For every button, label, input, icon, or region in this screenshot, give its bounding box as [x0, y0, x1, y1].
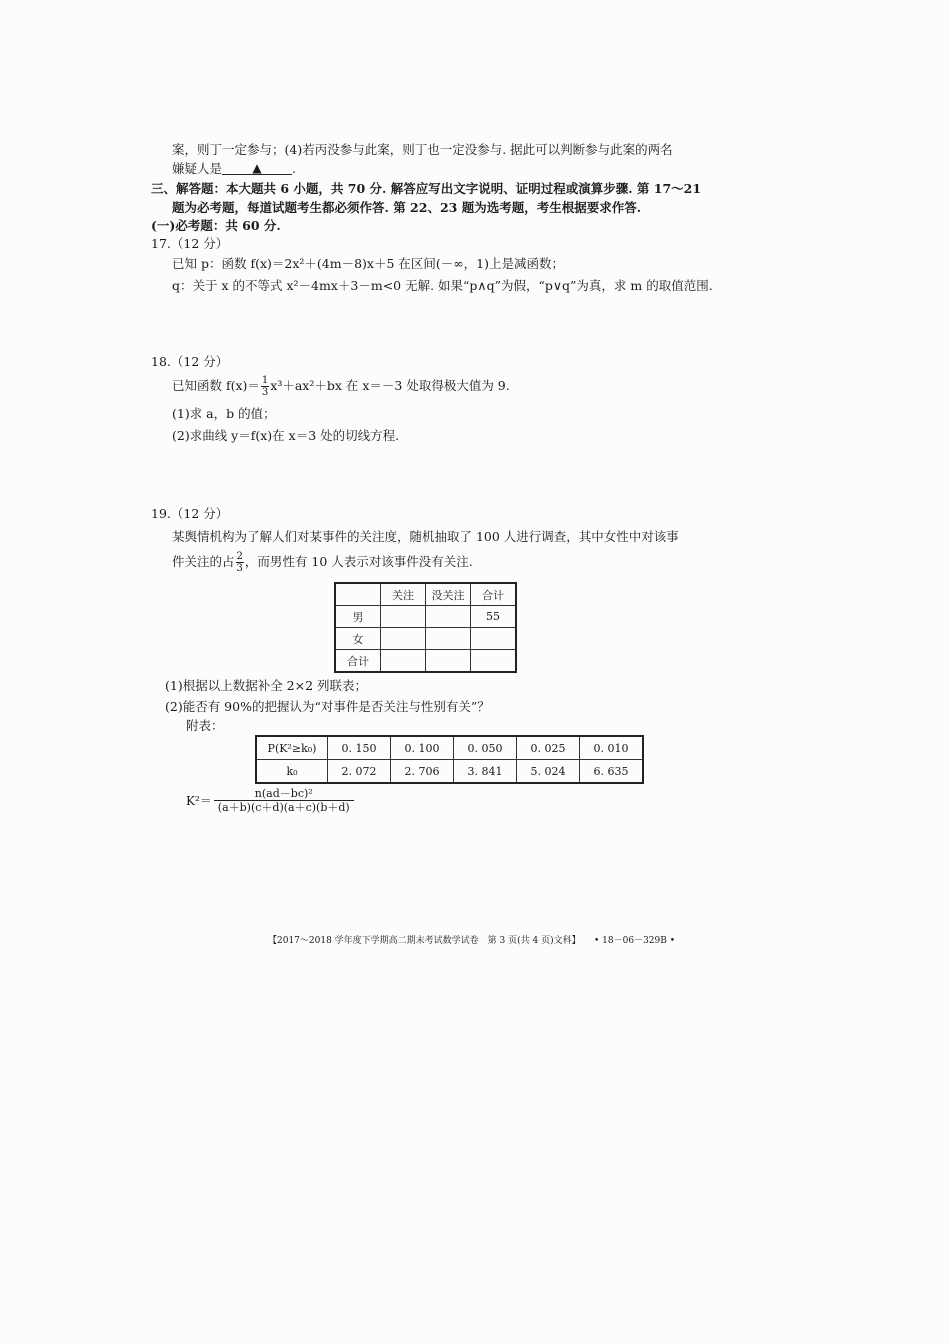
- table-header-cell: 关注: [381, 583, 426, 606]
- q18-part2: (2)求曲线 y＝f(x)在 x＝3 处的切线方程.: [172, 428, 400, 443]
- table-cell: [426, 650, 471, 673]
- table-row-label: k₀: [256, 760, 328, 784]
- q18-line1-prefix: 已知函数 f(x)＝: [172, 378, 260, 393]
- table-cell: 6. 635: [580, 760, 644, 784]
- q19-line2-suffix: ，而男性有 10 人表示对该事件没有关注.: [244, 554, 473, 569]
- q19-part1: (1)根据以上数据补全 2×2 列联表；: [165, 678, 368, 693]
- q19-fraction: [236, 551, 244, 574]
- chi-square-formula: [186, 787, 354, 814]
- q18-line1: [172, 375, 510, 398]
- table-cell: 2. 706: [391, 760, 454, 784]
- formula-denominator: (a＋b)(c＋d)(a＋c)(b＋d): [217, 801, 350, 814]
- section3-heading: 三、解答题：本大题共 6 小题，共 70 分. 解答应写出文字说明、证明过程或演算步骤. 第 17～21: [151, 181, 702, 196]
- table-cell: [381, 606, 426, 628]
- table-row: [335, 606, 516, 628]
- table-cell: [381, 650, 426, 673]
- table-cell: [426, 628, 471, 650]
- q17-line2: q：关于 x 的不等式 x²－4mx＋3－m<0 无解. 如果“p∧q”为假，“p∨q”为真，求 m 的取值范围.: [172, 278, 713, 293]
- formula-numerator: n(ad－bc)²: [214, 787, 354, 801]
- critical-value-table: [255, 735, 644, 784]
- contingency-table-header: [335, 583, 516, 606]
- q19-fraction-den: 3: [236, 563, 243, 574]
- table-cell: [381, 628, 426, 650]
- table-row: [256, 760, 643, 784]
- prev-question-line2: [172, 160, 296, 178]
- formula-lhs: K²＝: [186, 794, 212, 808]
- table-cell: [471, 650, 517, 673]
- table-cell: 2. 072: [328, 760, 391, 784]
- contingency-table: [334, 582, 517, 673]
- table-header-cell: [335, 583, 381, 606]
- table-cell: 0. 150: [328, 736, 391, 760]
- table-row: [335, 650, 516, 673]
- q18-fraction-num: 1: [261, 375, 269, 386]
- table-cell: 0. 010: [580, 736, 644, 760]
- footer-left: 【2017～2018 学年度下学期高二期末考试数学试卷 第 3 页(共 4 页)文科】: [268, 936, 581, 946]
- table-cell: 3. 841: [454, 760, 517, 784]
- table-header-cell: 没关注: [426, 583, 471, 606]
- table-cell: [426, 606, 471, 628]
- q18-fraction-den: 3: [261, 387, 269, 398]
- q18-line1-suffix: x³＋ax²＋bx 在 x＝－3 处取得极大值为 9.: [270, 378, 510, 393]
- prev-question-line2-prefix: 嫌疑人是: [172, 161, 223, 176]
- formula-fraction: [214, 787, 354, 814]
- table-cell: [471, 628, 517, 650]
- q17-number: 17.（12 分）: [151, 236, 229, 251]
- table-header-cell: 合计: [471, 583, 517, 606]
- q19-number: 19.（12 分）: [151, 506, 229, 521]
- answer-blank: [222, 160, 292, 175]
- q19-part2: (2)能否有 90%的把握认为“对事件是否关注与性别有关”？: [165, 699, 490, 714]
- table-cell: 0. 100: [391, 736, 454, 760]
- q19-fraction-num: 2: [236, 551, 243, 562]
- table-row-label: P(K²≥k₀): [256, 736, 328, 760]
- triangle-mark-icon: ▲: [252, 161, 262, 175]
- q19-appendix-label: 附表：: [186, 718, 224, 733]
- q18-fraction: [261, 375, 269, 398]
- table-cell: 合计: [335, 650, 381, 673]
- section3-sub: (一)必考题：共 60 分.: [151, 218, 281, 233]
- q19-line2-prefix: 件关注的占: [172, 554, 235, 569]
- table-cell: 5. 024: [517, 760, 580, 784]
- q19-line2: [172, 551, 473, 574]
- q18-number: 18.（12 分）: [151, 354, 229, 369]
- table-cell: 男: [335, 606, 381, 628]
- table-cell: 0. 025: [517, 736, 580, 760]
- table-row: [335, 628, 516, 650]
- table-cell: 55: [471, 606, 517, 628]
- table-cell: 女: [335, 628, 381, 650]
- q17-line1: 已知 p：函数 f(x)＝2x²＋(4m－8)x＋5 在区间(－∞，1)上是减函数；: [172, 256, 564, 271]
- q18-part1: (1)求 a，b 的值；: [172, 406, 276, 421]
- prev-question-line2-suffix: .: [292, 161, 296, 176]
- q19-line1: 某舆情机构为了解人们对某事件的关注度，随机抽取了 100 人进行调查，其中女性中对该事: [172, 529, 679, 544]
- footer-right: • 18－06－329B •: [594, 936, 676, 946]
- table-row: [256, 736, 643, 760]
- table-cell: 0. 050: [454, 736, 517, 760]
- prev-question-line1: 案，则丁一定参与；(4)若丙没参与此案，则丁也一定没参与. 据此可以判断参与此案的两名: [172, 142, 673, 157]
- section3-heading2: 题为必考题，每道试题考生都必须作答. 第 22、23 题为选考题，考生根据要求作答.: [172, 200, 642, 215]
